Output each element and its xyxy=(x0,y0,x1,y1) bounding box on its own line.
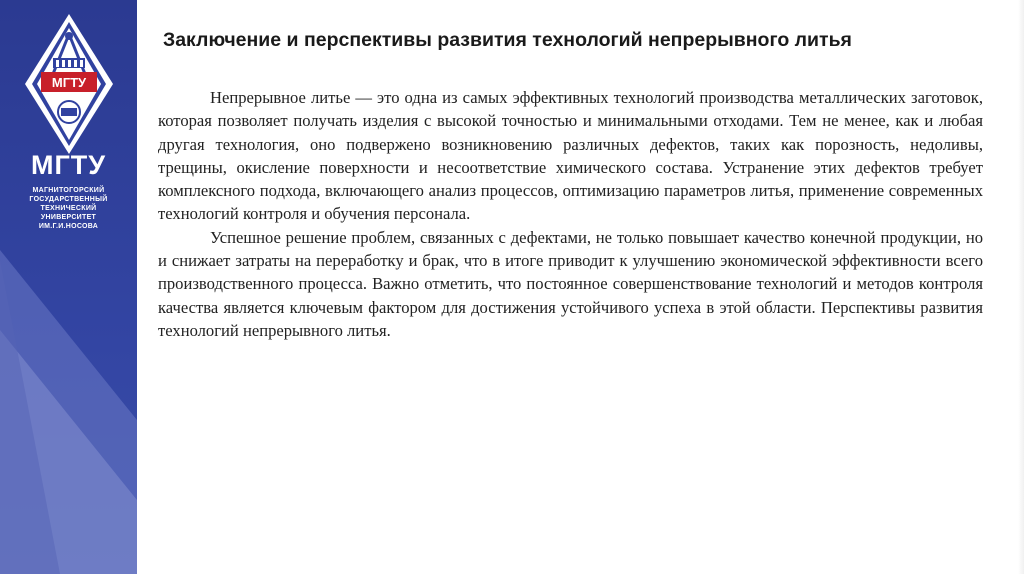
slide-edge xyxy=(1018,0,1024,574)
university-logo-icon xyxy=(23,12,115,157)
university-name xyxy=(0,186,137,231)
sidebar xyxy=(0,0,137,574)
paragraph: Успешное решение проблем, связанных с дефектами, не только повышает качество конечной продукции, но и снижает затраты на переработку и брак, что в итоге приводит к улучшению экономической эффективности всего производственного процесса. Важно отметить, что постоянное совершенствование технологий и методов контроля качества является ключевым фактором для достижения устойчивого успеха в этой области. Перспективы развития технологий непрерывного литья. xyxy=(158,227,983,340)
slide-body xyxy=(158,86,983,342)
university-line: УНИВЕРСИТЕТ xyxy=(40,214,97,221)
university-line: ТЕХНИЧЕСКИЙ xyxy=(40,205,97,212)
brand-name: МГТУ xyxy=(30,150,107,180)
university-line: МАГНИТОГОРСКИЙ xyxy=(32,187,105,194)
logo-badge-text: МГТУ xyxy=(51,75,87,90)
university-line: ГОСУДАРСТВЕННЫЙ xyxy=(29,196,108,203)
paragraph: Непрерывное литье — это одна из самых эффективных технологий производства металлических заготовок, которая позволяет получать изделия с высокой точностью и минимальными отходами. Тем не менее, как и любая другая технология, оно подвержено возникновению различных дефектов, таких как порозность, недоливы, трещины, окисление поверхности и несоответствие химического состава. Устранение этих дефектов требует комплексного подхода, включающего анализ процессов, оптимизацию параметров литья, применение современных технологий контроля и обучения персонала. xyxy=(158,88,983,224)
slide-title: Заключение и перспективы развития технологий непрерывного литья xyxy=(163,29,852,51)
university-line: ИМ.Г.И.НОСОВА xyxy=(38,223,99,230)
